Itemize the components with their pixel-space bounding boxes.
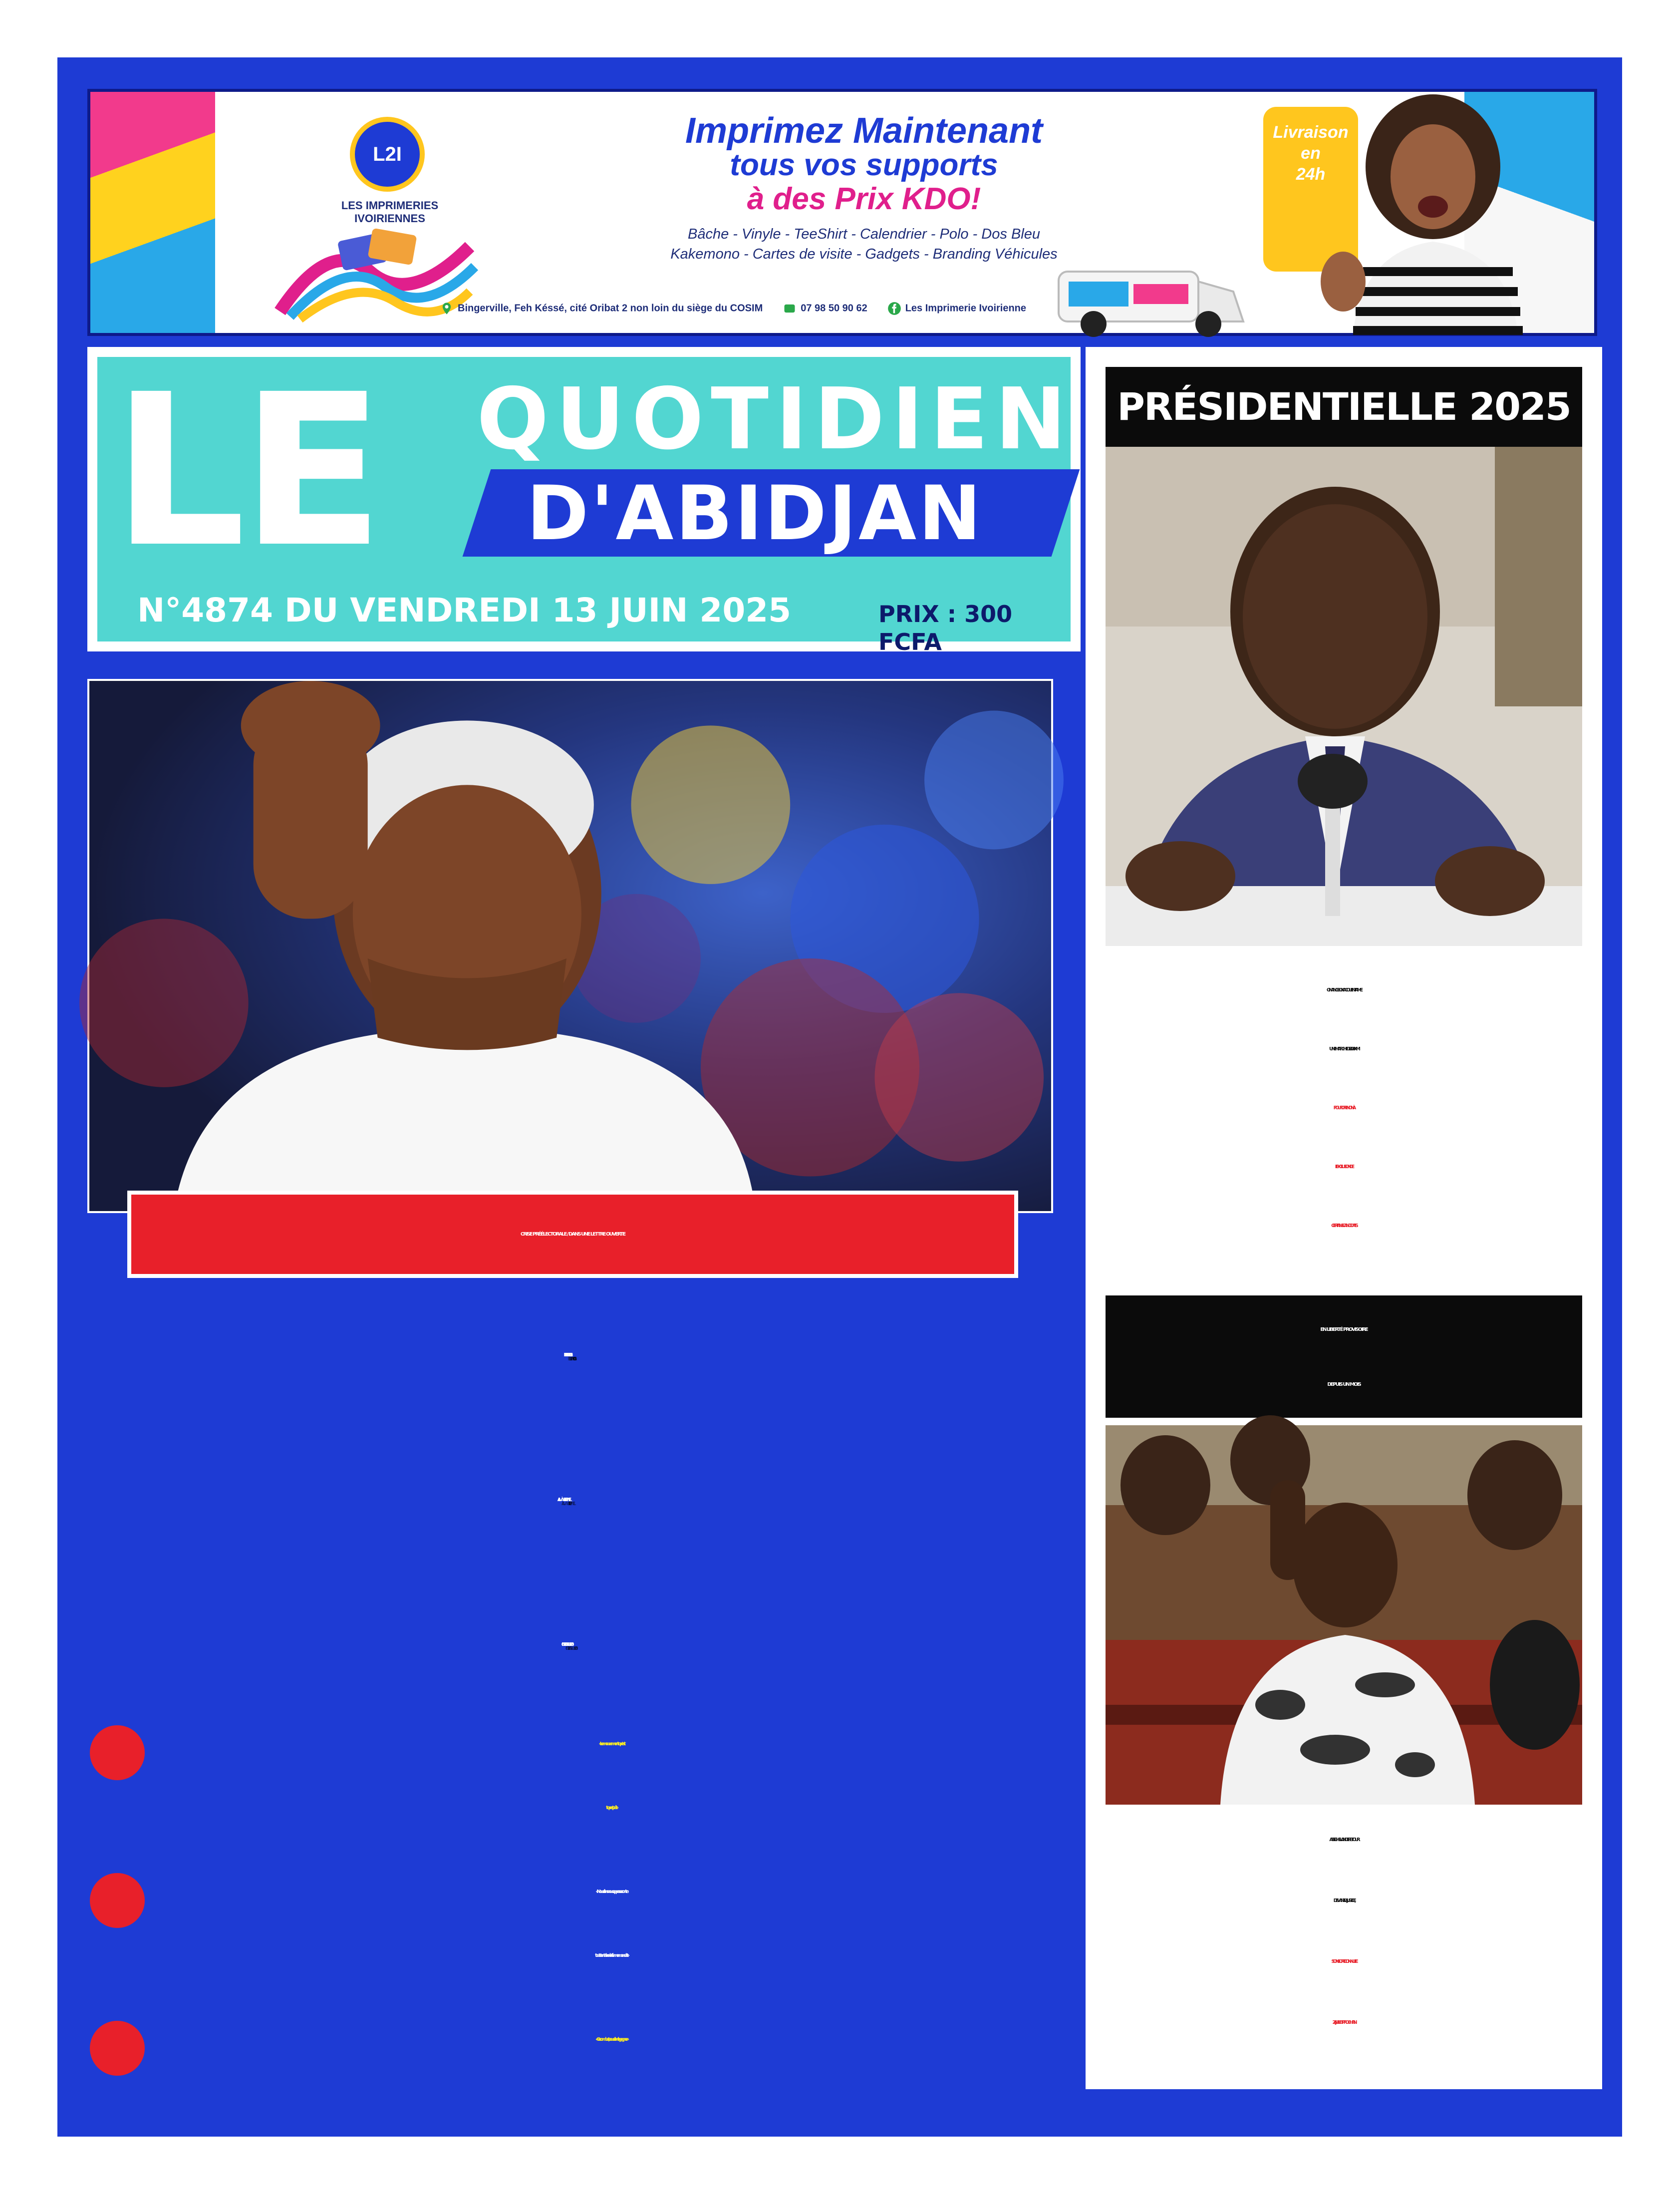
side-story2-tag xyxy=(1106,1295,1582,1418)
quote-3 xyxy=(85,2008,1073,2072)
main-story-photo[interactable] xyxy=(87,679,1053,1213)
red-bullet-icon xyxy=(90,1725,145,1780)
advert-headline-line3: à des Prix KDO! xyxy=(747,182,981,216)
advert-headline-line1: Imprimez Maintenant xyxy=(685,111,1043,151)
masthead-abidjan: D'ABIDJAN xyxy=(527,470,983,557)
red-bullet-icon xyxy=(90,1873,145,1928)
side-story1-line1: GNANGBO KACOU ENTAME xyxy=(1326,987,1362,993)
masthead-quotidien: QUOTIDIEN xyxy=(477,370,1074,469)
gbagbo-photo xyxy=(89,681,1051,1211)
advert-services-line2: Kakemono - Cartes de visite - Gadgets - Branding Véhicules xyxy=(670,246,1058,262)
side-story2-headline[interactable] xyxy=(1096,1810,1592,2053)
advert-color-stripe-left xyxy=(90,92,215,333)
gnangbo-kacou-photo xyxy=(1106,447,1582,946)
location-pin-icon xyxy=(440,302,454,316)
main-headline-line2 xyxy=(70,1428,1068,1573)
advert-brand-name xyxy=(310,199,470,225)
advert-logo: L2I xyxy=(350,117,425,192)
delivery-badge-line1: Livraison xyxy=(1273,123,1349,142)
quote-1 xyxy=(85,1712,1073,1840)
advert-phone-text: 07 98 50 90 62 xyxy=(801,303,867,314)
side-story1-line4: L'EXCLUSION DE xyxy=(1335,1164,1353,1170)
advert-address-text: Bingerville, Feh Késsé, cité Oribat 2 non loin du siège du COSIM xyxy=(458,303,763,314)
masthead-le: LE xyxy=(112,349,379,594)
side-story2-line1: ASSI GHISLAIN DE RETOUR xyxy=(1329,1837,1359,1843)
assi-ghislain-photo xyxy=(1106,1425,1582,1805)
side-story1-line5: CERTAINS CANDIDATS xyxy=(1331,1223,1357,1229)
advert-facebook xyxy=(887,302,1026,316)
advert-brand-name-line1: LES IMPRIMERIES xyxy=(341,199,439,212)
quote-2 xyxy=(85,1860,1073,1988)
advert-brand-name-line2: IVOIRIENNES xyxy=(354,212,425,225)
main-headline-line3 xyxy=(70,1573,1068,1717)
advert-headline-line2: tous vos supports xyxy=(730,148,998,182)
issue-price: PRIX : 300 FCFA xyxy=(878,601,1013,655)
main-headline-line1 xyxy=(70,1283,1068,1428)
side-story2-line2: DEVANT LA JUSTICE, xyxy=(1333,1898,1355,1903)
quote-2-line1: « Nous allons nous opposer contre xyxy=(595,1889,627,1895)
phone-icon xyxy=(783,302,797,316)
side-story2-photo[interactable] xyxy=(1106,1425,1582,1805)
right-column xyxy=(1086,347,1602,2089)
advert-address xyxy=(440,302,763,316)
main-story-kicker xyxy=(127,1191,1018,1278)
side-story1-line3: POUR DIRE NON À xyxy=(1333,1105,1355,1111)
advert-woman-photo xyxy=(1298,92,1548,333)
quote-1-line1: « Le mouvement trop c'est xyxy=(598,1741,624,1747)
issue-number-date: N°4874 DU VENDREDI 13 JUIN 2025 xyxy=(137,591,792,630)
advert-phone xyxy=(783,302,867,316)
side-story1-headline[interactable] xyxy=(1096,961,1592,1256)
advert-facebook-text: Les Imprimerie Ivoirienne xyxy=(905,303,1027,314)
delivery-van-illustration xyxy=(1049,242,1258,341)
side-story2-tag-line2: DEPUIS UN MOIS xyxy=(1327,1382,1361,1387)
delivery-badge-line2: en xyxy=(1301,144,1321,163)
side-story1-line2: UNE MARCHE DE 400 KM xyxy=(1329,1046,1359,1052)
quote-3-line1: « Ce combat, nous allons le gagner » xyxy=(595,2037,627,2042)
delivery-badge-line3: 24h xyxy=(1296,165,1326,184)
side-story2-line3: SON SORT CONNU LE xyxy=(1331,1959,1357,1964)
advert-banner[interactable] xyxy=(87,89,1597,336)
main-story-kicker-text: CRISE PRÉÉLECTORALE / DANS UNE LETTRE OUVERTE xyxy=(131,1195,1014,1274)
side-story1-photo[interactable] xyxy=(1106,447,1582,946)
masthead-panel xyxy=(97,349,1074,655)
main-headline[interactable] xyxy=(70,1283,1068,1717)
masthead xyxy=(87,347,1081,655)
facebook-icon xyxy=(887,302,901,316)
side-story1-tag: PRÉSIDENTIELLE 2025 xyxy=(1106,367,1582,447)
advert-services-line1: Bâche - Vinyle - TeeShirt - Calendrier - Polo - Dos Bleu xyxy=(688,226,1040,242)
side-story2-line4: 26 JUILLET PROCHAIN xyxy=(1332,2020,1356,2025)
red-bullet-icon xyxy=(90,2021,145,2076)
quote-2-line2: toute tentative de 4ème mandat » xyxy=(595,1953,628,1958)
main-story-quotes xyxy=(85,1712,1073,2072)
quote-1-line2: trop est prêt » xyxy=(606,1805,617,1811)
side-story2-tag-line1: EN LIBERTÉ PROVISOIRE xyxy=(1320,1327,1368,1332)
